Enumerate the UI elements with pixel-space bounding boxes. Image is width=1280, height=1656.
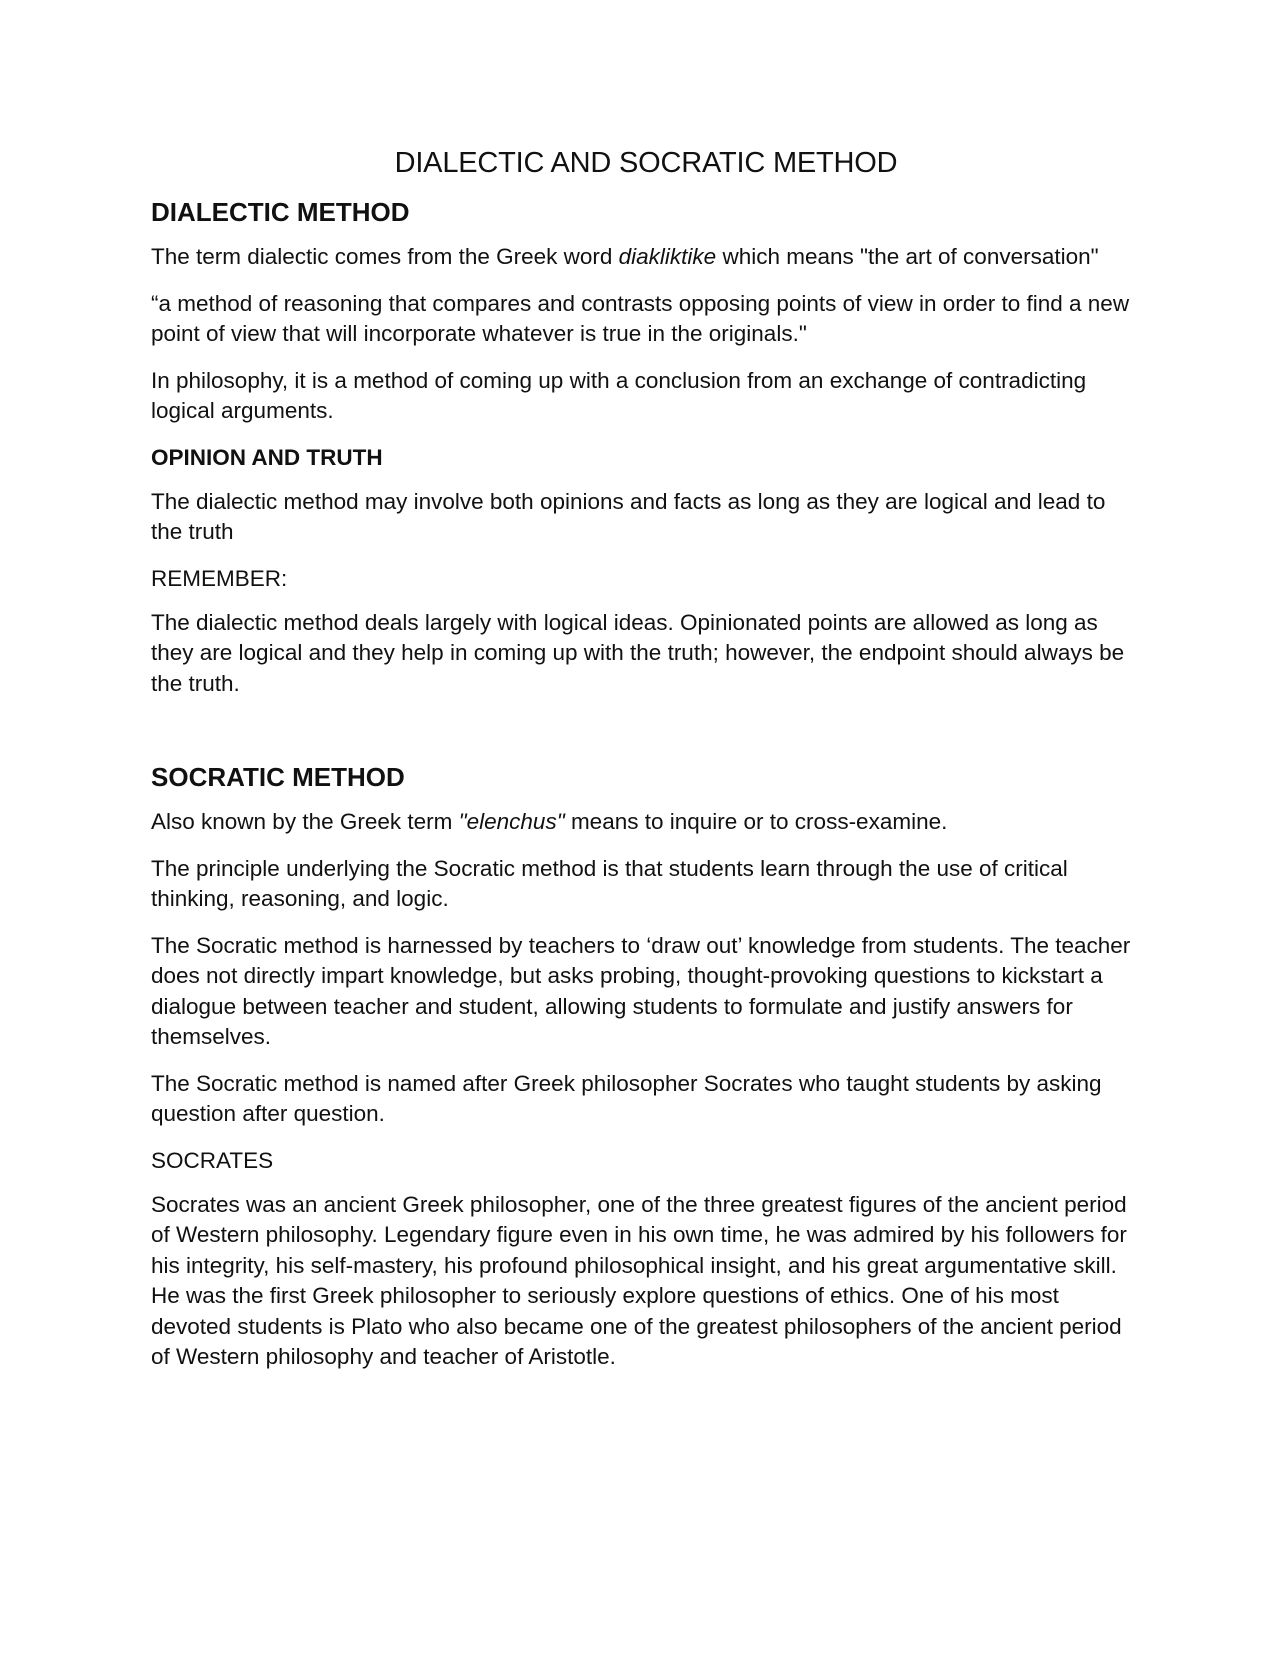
dialectic-definition-text-end: which means "the art of conversation" [716, 244, 1099, 269]
opinion-truth-paragraph: The dialectic method may involve both opinions and facts as long as they are logical and lead to the truth [151, 488, 1106, 544]
socrates-label: SOCRATES [151, 1147, 274, 1173]
socratic-named-paragraph: The Socratic method is named after Greek philosopher Socrates who taught students by asking question after question. [151, 1070, 1102, 1126]
socratic-elenchus-text: Also known by the Greek term [151, 809, 459, 834]
socratic-principle-paragraph: The principle underlying the Socratic method is that students learn through the use of critical thinking, reasoning, and logic. [151, 855, 1068, 911]
remember-label: REMEMBER: [151, 565, 288, 591]
page-title: DIALECTIC AND SOCRATIC METHOD [394, 147, 898, 179]
socratic-elenchus-text-end: means to inquire or to cross-examine. [564, 809, 948, 834]
document-page [151, 146, 1141, 1389]
dialectic-definition-text: The term dialectic comes from the Greek word [151, 244, 619, 269]
dialectic-philosophy-paragraph: In philosophy, it is a method of coming up with a conclusion from an exchange of contradicting logical arguments. [151, 367, 1087, 423]
socrates-bio-paragraph: Socrates was an ancient Greek philosopher, one of the three greatest figures of the ancient period of Western philosophy. Legendary figure even in his own time, he was admired by his followers for his integrity, his self-mastery, his profound philosophical insight, and his great argumentative skill. He was the first Greek philosopher to seriously explore questions of ethics. One of his most devoted students is Plato who also became one of the greatest philosophers of the ancient period of Western philosophy and teacher of Aristotle. [151, 1191, 1127, 1369]
opinion-truth-heading: OPINION AND TRUTH [151, 444, 383, 470]
remember-paragraph: The dialectic method deals largely with logical ideas. Opinionated points are allowed as long as they are logical and they help in coming up with the truth; however, the endpoint should always be the truth. [151, 609, 1125, 696]
socratic-teachers-paragraph: The Socratic method is harnessed by teachers to ‘draw out’ knowledge from students. The teacher does not directly impart knowledge, but asks probing, thought-provoking questions to kickstart a dialogue between teacher and student, allowing students to formulate and justify answers for themselves. [151, 932, 1131, 1049]
dialectic-greek-term: diakliktike [618, 244, 717, 269]
socratic-greek-term: "elenchus" [458, 809, 565, 834]
socratic-elenchus-paragraph [151, 807, 1141, 838]
socratic-heading: SOCRATIC METHOD [151, 762, 405, 792]
section-spacer [151, 715, 1141, 761]
dialectic-definition-paragraph [151, 242, 1141, 273]
dialectic-heading: DIALECTIC METHOD [151, 197, 410, 227]
dialectic-quote-paragraph: “a method of reasoning that compares and contrasts opposing points of view in order to find a new point of view that will incorporate whatever is true in the originals." [151, 290, 1130, 346]
